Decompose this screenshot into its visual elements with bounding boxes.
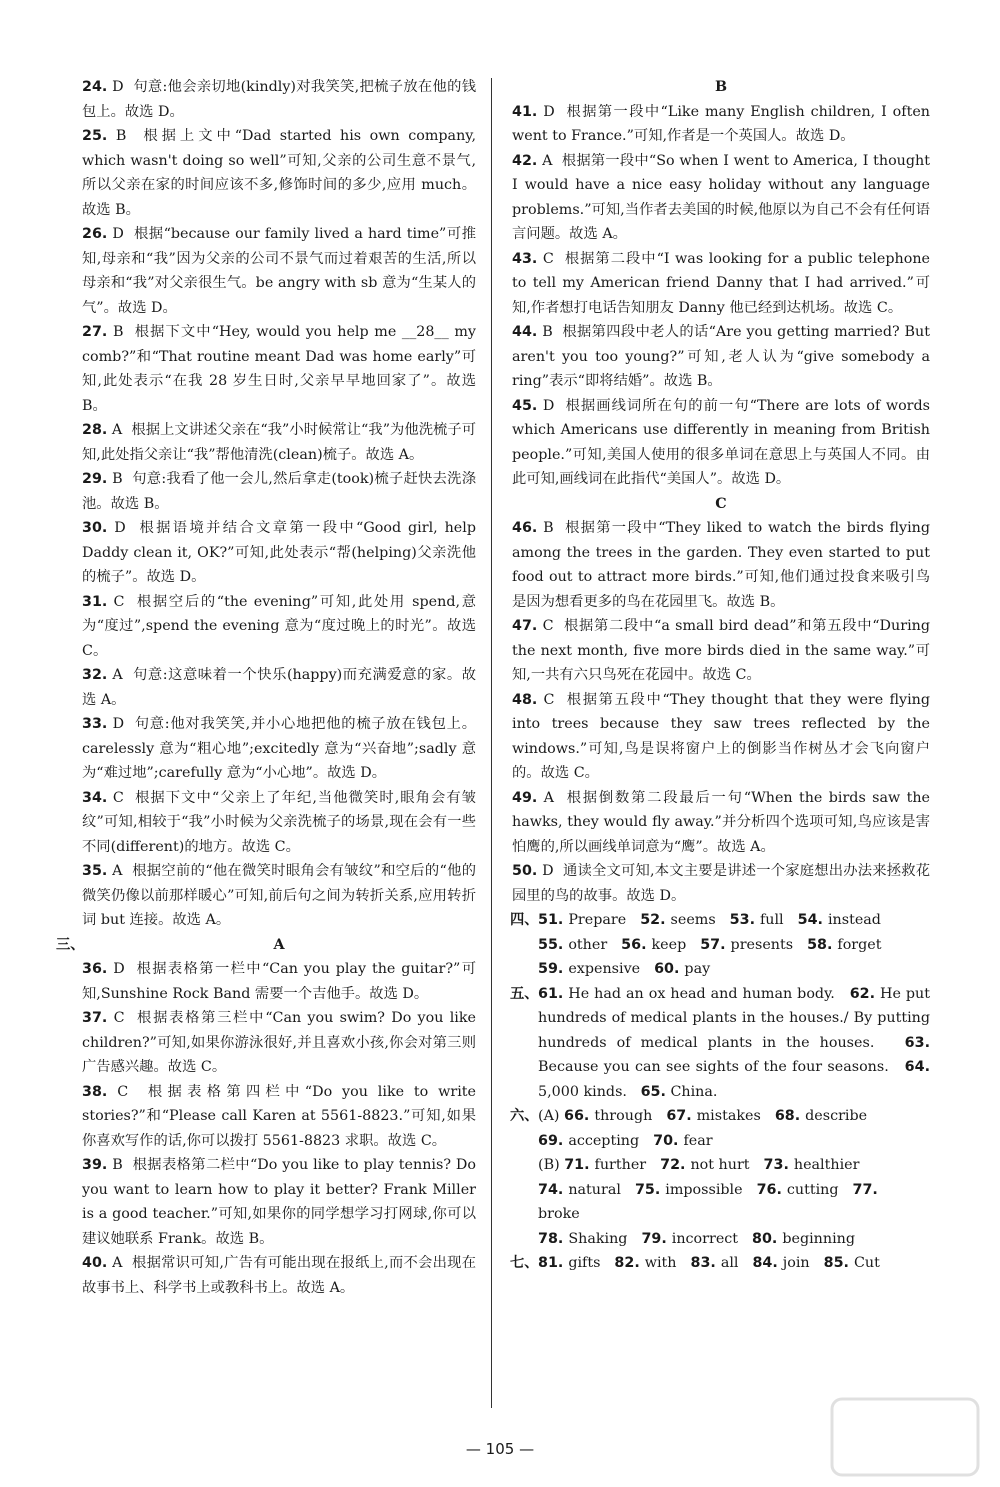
section-5-roman: 五、 bbox=[510, 985, 539, 1002]
answer-explanation: B 句意:我看了他一会儿,然后拿走(took)梳子赶快去洗涤池。故选 B。 bbox=[82, 471, 476, 512]
section-5-answers bbox=[512, 982, 935, 1105]
answer-word: join bbox=[782, 1255, 810, 1271]
answer-explanation: A 根据空前的“他在微笑时眼角会有皱纹”和空后的“他的微笑仍像以前那样暖心”可知,前后句之间为转折关系,应用转折词 but 连接。故选 A。 bbox=[82, 863, 476, 928]
answer-number: 24. bbox=[82, 79, 108, 95]
answer-number: 69. bbox=[538, 1132, 569, 1149]
section-3-part-a-heading: A bbox=[273, 936, 285, 953]
answer-number: 33. bbox=[82, 716, 108, 732]
answer-word: presents bbox=[730, 936, 794, 953]
answer-number: 38. bbox=[82, 1083, 108, 1100]
answer-number: 36. bbox=[82, 961, 108, 977]
answer-number: 41. bbox=[512, 103, 538, 120]
answer-number: 80. bbox=[752, 1230, 783, 1247]
answer-explanation: A 根据倒数第二段最后一句“When the birds saw the hawks, they would fly away.”并分析四个选项可知,鸟应该是害怕鹰的,所以画线单词意为“鹰”。故选 A。 bbox=[512, 789, 935, 855]
answer-line bbox=[538, 1153, 930, 1178]
answer-item bbox=[82, 663, 476, 712]
answer-item bbox=[512, 786, 935, 860]
answer-word: forget bbox=[837, 936, 882, 953]
answer-text: China. bbox=[665, 1083, 718, 1100]
answer-number: 44. bbox=[512, 324, 538, 340]
answer-word: not hurt bbox=[690, 1157, 750, 1173]
answer-number: 50. bbox=[512, 863, 538, 879]
answer-line bbox=[538, 1227, 930, 1252]
answer-line bbox=[538, 908, 930, 933]
answer-explanation: C 根据下文中“父亲上了年纪,当他微笑时,眼角会有皱纹”可知,相较于“我”小时候为父亲洗梳子的场景,现在会有一些不同(different)的地方。故选 C。 bbox=[82, 789, 476, 855]
answer-number: 60. bbox=[654, 961, 685, 977]
answer-number: 56. bbox=[621, 936, 652, 953]
answer-word: natural bbox=[568, 1181, 621, 1198]
answer-number: 55. bbox=[538, 936, 569, 953]
answer-number: 85. bbox=[823, 1255, 854, 1271]
answer-number: 54. bbox=[797, 912, 828, 928]
answer-word: healthier bbox=[793, 1157, 860, 1173]
answer-item bbox=[82, 590, 481, 664]
answer-explanation: D 句意:他会亲切地(kindly)对我笑笑,把梳子放在他的钱包上。故选 D。 bbox=[82, 79, 476, 120]
answer-number: 45. bbox=[512, 397, 538, 414]
answer-number: 67. bbox=[666, 1108, 697, 1124]
answer-text: 5,000 kinds. bbox=[538, 1059, 935, 1100]
answer-number: 29. bbox=[82, 471, 108, 487]
answer-explanation: D 根据画线词所在句的前一句“There are lots of words which Americans use differently in meaning from British people.”可知,美国人使用的很多单词在意思上与英国人不同。由此可知,画线词在此指代“美国人”。故选 D。 bbox=[512, 397, 935, 487]
answer-line bbox=[538, 1251, 930, 1276]
answer-word: through bbox=[594, 1108, 653, 1124]
answer-number: 49. bbox=[512, 789, 538, 806]
left-answer-list-2 bbox=[82, 957, 481, 1300]
section-3-header bbox=[56, 933, 476, 958]
answer-explanation: D 根据第一段中“Like many English children, I often went to France.”可知,作者是一个英国人。故选 D。 bbox=[512, 103, 935, 144]
answer-explanation: B 根据下文中“Hey, would you help me __28__ my comb?”和“That routine meant Dad was home early”可知,此处表示“在我 28 岁生日时,父亲早早地回家了”。故选 B。 bbox=[82, 324, 481, 414]
answer-number: 74. bbox=[538, 1181, 569, 1198]
answer-item bbox=[82, 320, 481, 418]
answer-explanation: B 根据上文中“Dad started his own company, which wasn't doing so well”可知,父亲的公司生意不景气,所以父亲在家的时间应该不多,修饰时间的多少,应用 much。故选 B。 bbox=[82, 128, 481, 218]
answer-word: all bbox=[720, 1255, 739, 1271]
answer-word: further bbox=[594, 1157, 647, 1173]
answer-item bbox=[82, 418, 476, 467]
answer-word: describe bbox=[805, 1108, 868, 1124]
section-7-answers bbox=[512, 1251, 930, 1276]
answer-number: 51. bbox=[538, 912, 569, 928]
answer-item bbox=[82, 75, 476, 124]
answer-line bbox=[538, 1178, 930, 1227]
part-label: (A) bbox=[538, 1108, 565, 1124]
answer-item bbox=[512, 100, 935, 149]
answer-number: 32. bbox=[82, 667, 108, 683]
answer-item bbox=[82, 1080, 481, 1154]
answer-line bbox=[538, 1129, 930, 1154]
answer-number: 48. bbox=[512, 691, 538, 708]
answer-word: beginning bbox=[782, 1230, 856, 1247]
answer-number: 26. bbox=[82, 226, 108, 242]
answer-explanation: A 根据上文讲述父亲在“我”小时候常让“我”为他洗梳子可知,此处指父亲让“我”帮他清洗(clean)梳子。故选 A。 bbox=[82, 422, 476, 463]
answer-explanation: D 句意:他对我笑笑,并小心地把他的梳子放在钱包上。carelessly 意为“粗心地”;excitedly 意为“兴奋地”;sadly 意为“难过地”;carefully 意为“小心地”。故选 D。 bbox=[82, 716, 476, 781]
answer-explanation: C 根据第二段中“a small bird dead”和第五段中“During the next month, five more birds died in the same way.”可知,一共有六只鸟死在花园中。故选 C。 bbox=[512, 618, 935, 683]
section-4-roman: 四、 bbox=[510, 912, 539, 928]
answer-number: 75. bbox=[634, 1181, 666, 1198]
answer-number: 77. bbox=[852, 1181, 883, 1198]
answer-number: 64. bbox=[904, 1059, 930, 1075]
answer-number: 79. bbox=[641, 1230, 672, 1247]
answer-item bbox=[512, 320, 935, 394]
section-6 bbox=[512, 1104, 930, 1251]
answer-item bbox=[512, 394, 935, 492]
answer-number: 59. bbox=[538, 961, 569, 977]
answer-number: 63. bbox=[904, 1034, 930, 1051]
answer-line bbox=[538, 933, 930, 958]
answer-number: 25. bbox=[82, 128, 108, 144]
section-7-roman: 七、 bbox=[510, 1255, 539, 1271]
answer-item bbox=[512, 859, 930, 908]
answer-number: 66. bbox=[564, 1108, 595, 1124]
answer-item bbox=[512, 149, 935, 247]
answer-word: cutting bbox=[786, 1181, 839, 1198]
answer-number: 27. bbox=[82, 324, 108, 340]
answer-explanation: C 根据表格第三栏中“Can you swim? Do you like children?”可知,如果你游泳很好,并且喜欢小孩,你会对第三则广告感兴趣。故选 C。 bbox=[82, 1010, 481, 1075]
answer-item bbox=[82, 467, 476, 516]
answer-number: 73. bbox=[763, 1157, 794, 1173]
answer-item bbox=[82, 124, 481, 222]
watermark-logo bbox=[830, 1397, 980, 1477]
answer-item bbox=[82, 859, 476, 933]
answer-number: 62. bbox=[849, 985, 876, 1002]
answer-number: 28. bbox=[82, 422, 108, 438]
answer-word: impossible bbox=[665, 1181, 743, 1198]
answer-explanation: C 根据空后的“the evening”可知,此处用 spend,意为“度过”,spend the evening 意为“度过晚上的时光”。故选 C。 bbox=[82, 593, 481, 659]
answer-explanation: D 根据“because our family lived a hard time”可推知,母亲和“我”因为父亲的公司不景气而过着艰苦的生活,所以母亲和“我”对父亲很生气。be angry with sb 意为“生某人的气”。故选 D。 bbox=[82, 226, 476, 316]
answer-number: 78. bbox=[538, 1230, 569, 1247]
answer-explanation: C 根据表格第四栏中“Do you like to write stories?”和“Please call Karen at 5561-8823.”可知,如果你喜欢写作的话,你可以拨打 5561-8823 求职。故选 C。 bbox=[82, 1083, 481, 1149]
answer-word: expensive bbox=[568, 961, 641, 977]
answer-explanation: D 根据语境并结合文章第一段中“Good girl, help Daddy clean it, OK?”可知,此处表示“帮(helping)父亲洗他的梳子”。故选 D。 bbox=[82, 520, 481, 585]
answer-explanation: B 根据第一段中“They liked to watch the birds flying among the trees in the garden. They even started to put food out to attract more birds.”可知,他们通过投食来吸引鸟是因为想看更多的鸟在花园里飞。故选 B。 bbox=[512, 520, 935, 610]
answer-word: Shaking bbox=[568, 1230, 628, 1247]
answer-item bbox=[512, 688, 935, 786]
answer-item bbox=[512, 516, 935, 614]
right-answer-list-2 bbox=[512, 516, 935, 908]
answer-text: He put hundreds of medical plants in the houses./ By putting hundreds of medical plants in the houses. bbox=[538, 985, 935, 1051]
left-answer-list-1 bbox=[82, 75, 481, 933]
answer-number: 35. bbox=[82, 863, 108, 879]
answer-explanation: C 根据第五段中“They thought that they were flying into trees because they saw trees reflected by the windows.”可知,鸟是误将窗户上的倒影当作树丛才会飞向窗户的。故选 C。 bbox=[512, 691, 935, 781]
answer-number: 72. bbox=[660, 1157, 691, 1173]
answer-item bbox=[82, 712, 476, 786]
answer-word: seems bbox=[670, 912, 716, 928]
right-column bbox=[510, 75, 935, 1276]
part-b-heading: B bbox=[714, 79, 728, 95]
answer-number: 46. bbox=[512, 520, 538, 536]
answer-number: 37. bbox=[82, 1010, 108, 1026]
answer-explanation: B 根据表格第二栏中“Do you like to play tennis? Do you want to learn how to play it better? Frank Miller is a good teacher.”可知,如果你的同学想学习打网球,你可以建议她联系 Frank。故选 B。 bbox=[82, 1157, 481, 1247]
section-4-answers bbox=[512, 908, 930, 982]
answer-number: 53. bbox=[729, 912, 760, 928]
answer-number: 40. bbox=[82, 1255, 108, 1271]
right-answer-list-1 bbox=[512, 100, 935, 492]
answer-item bbox=[512, 614, 935, 688]
section-4 bbox=[512, 908, 930, 982]
answer-word: instead bbox=[827, 912, 881, 928]
answer-number: 84. bbox=[752, 1255, 783, 1271]
answer-word: accepting bbox=[568, 1132, 640, 1149]
answer-number: 82. bbox=[614, 1255, 645, 1271]
column-divider bbox=[491, 78, 492, 1408]
answer-number: 52. bbox=[640, 912, 671, 928]
answer-word: gifts bbox=[568, 1255, 601, 1271]
answer-number: 30. bbox=[82, 520, 108, 536]
answer-item bbox=[82, 1251, 476, 1300]
answer-item bbox=[82, 222, 476, 320]
section-3-roman: 三、 bbox=[56, 936, 85, 953]
page-number: — 105 — bbox=[465, 1440, 535, 1458]
answer-number: 42. bbox=[512, 152, 538, 169]
answer-word: full bbox=[759, 912, 784, 928]
answer-explanation: A 根据常识可知,广告有可能出现在报纸上,而不会出现在故事书上、科学书上或教科书上。故选 A。 bbox=[82, 1255, 476, 1296]
answer-item bbox=[82, 957, 476, 1006]
answer-word: other bbox=[568, 936, 608, 953]
answer-number: 68. bbox=[774, 1108, 806, 1124]
answer-explanation: A 句意:这意味着一个快乐(happy)而充满爱意的家。故选 A。 bbox=[82, 667, 476, 708]
answer-number: 39. bbox=[82, 1157, 108, 1173]
answer-item bbox=[82, 786, 476, 860]
answer-item bbox=[82, 1153, 481, 1251]
answer-text: Because you can see sights of the four seasons. bbox=[538, 1034, 935, 1075]
answer-number: 47. bbox=[512, 618, 538, 634]
answer-explanation: D 通读全文可知,本文主要是讲述一个家庭想出办法来拯救花园里的鸟的故事。故选 D。 bbox=[512, 863, 930, 904]
answer-word: broke bbox=[538, 1206, 580, 1222]
answer-explanation: C 根据第二段中“I was looking for a public telephone to tell my American friend Danny that I had arrived.”可知,作者想打电话告知朋友 Danny 他已经到达机场。故选 C。 bbox=[512, 250, 935, 316]
section-6-answers bbox=[512, 1104, 930, 1251]
answer-explanation: B 根据第四段中老人的话“Are you getting married? But aren't you too young?”可知,老人认为“give somebody a ring”表示“即将结婚”。故选 B。 bbox=[512, 324, 935, 389]
answer-explanation: A 根据第一段中“So when I went to America, I thought I would have a nice easy holiday without any language problems.”可知,当作者去美国的时候,他原以为自己不会有任何语言问题。故选 A。 bbox=[512, 152, 935, 242]
section-5 bbox=[510, 982, 935, 1105]
answer-number: 83. bbox=[690, 1255, 721, 1271]
answer-word: Prepare bbox=[568, 912, 627, 928]
left-column bbox=[56, 75, 481, 1300]
answer-number: 71. bbox=[564, 1157, 595, 1173]
section-7 bbox=[512, 1251, 930, 1276]
section-6-roman: 六、 bbox=[510, 1108, 539, 1124]
answer-number: 70. bbox=[653, 1132, 684, 1149]
answer-line bbox=[538, 957, 930, 982]
answer-word: mistakes bbox=[696, 1108, 761, 1124]
answer-number: 57. bbox=[700, 936, 731, 953]
answer-number: 61. bbox=[538, 985, 564, 1002]
answer-word: with bbox=[644, 1255, 677, 1271]
answer-number: 76. bbox=[756, 1181, 787, 1198]
answer-word: fear bbox=[683, 1132, 713, 1149]
answer-item bbox=[512, 247, 935, 321]
answer-number: 31. bbox=[82, 593, 108, 610]
part-label: (B) bbox=[538, 1157, 565, 1173]
answer-word: keep bbox=[651, 936, 687, 953]
answer-word: pay bbox=[684, 961, 711, 977]
answer-number: 65. bbox=[640, 1083, 666, 1100]
answer-number: 81. bbox=[538, 1255, 569, 1271]
answer-item bbox=[82, 1006, 481, 1080]
answer-number: 43. bbox=[512, 250, 538, 267]
answer-word: incorrect bbox=[671, 1230, 739, 1247]
answer-number: 58. bbox=[807, 936, 838, 953]
answer-explanation: D 根据表格第一栏中“Can you play the guitar?”可知,Sunshine Rock Band 需要一个吉他手。故选 D。 bbox=[82, 961, 476, 1002]
answer-line bbox=[538, 1104, 930, 1129]
answer-number: 34. bbox=[82, 789, 108, 806]
part-c-heading: C bbox=[715, 495, 727, 512]
answer-item bbox=[82, 516, 481, 590]
answer-text: He had an ox head and human body. bbox=[563, 985, 850, 1002]
answer-word: Cut bbox=[853, 1255, 880, 1271]
